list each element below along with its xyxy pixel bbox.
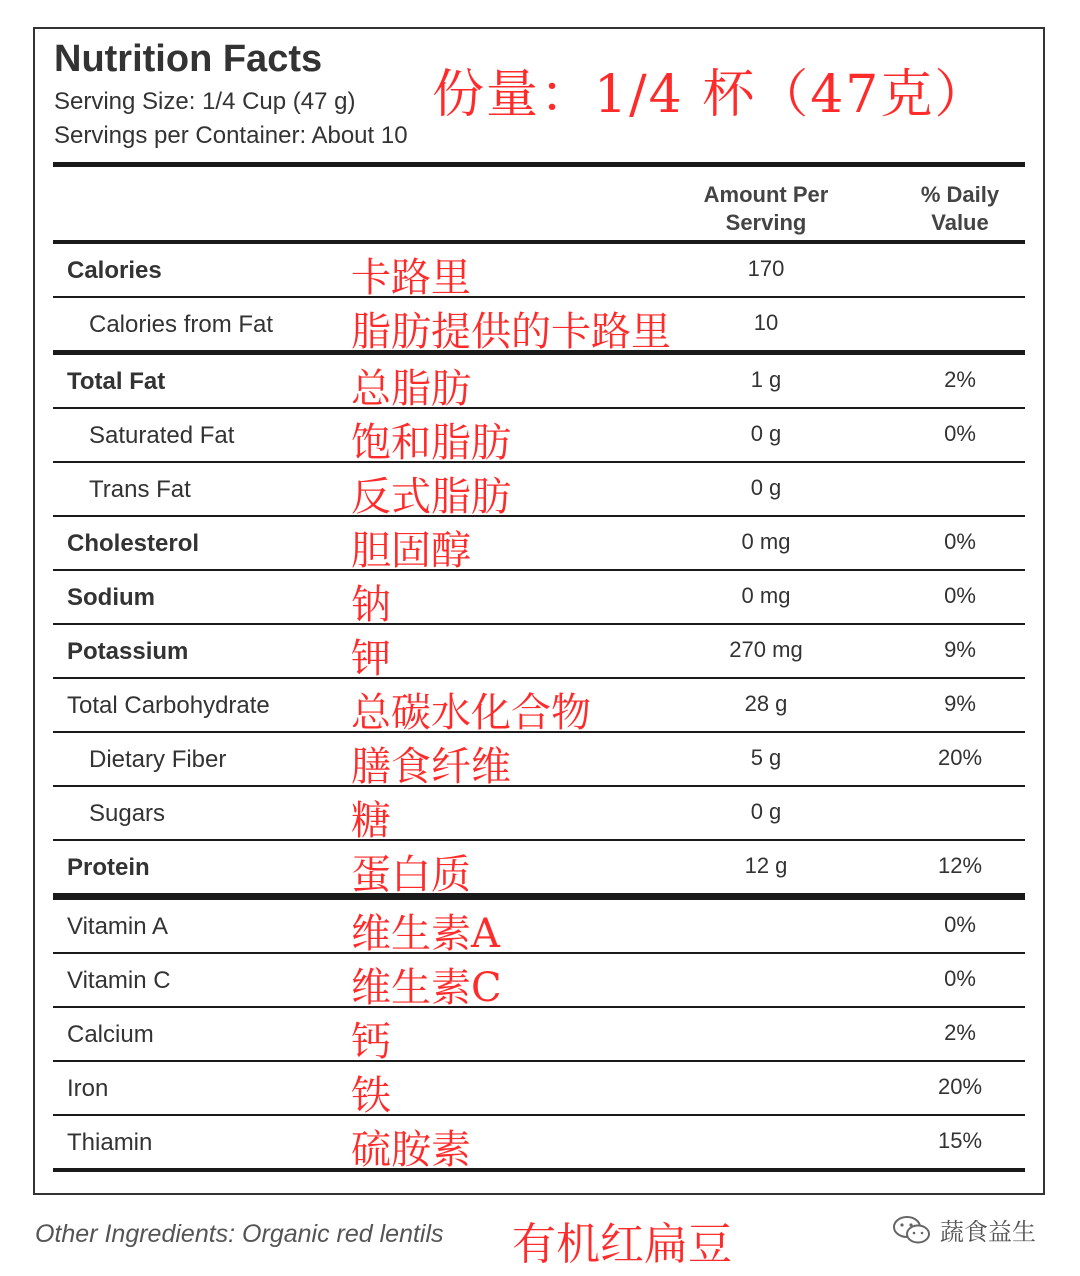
- nutrient-daily-value: 12%: [937, 853, 983, 878]
- nutrient-amount: 10: [753, 310, 779, 335]
- nutrient-row-dietary-fiber: [53, 733, 1025, 790]
- vitamin-row-iron: [53, 1062, 1025, 1119]
- nutrient-row-calories: [53, 244, 1025, 301]
- nutrient-row-protein: [53, 841, 1025, 898]
- column-header-row: [53, 167, 1025, 240]
- nutrient-name: Cholesterol: [67, 530, 200, 557]
- nutrient-translation: 总脂肪: [351, 366, 471, 412]
- nutrient-name: Protein: [67, 854, 150, 881]
- nutrient-name: Sodium: [67, 584, 155, 611]
- label-title: Nutrition Facts: [54, 38, 323, 80]
- nutrient-amount: 270 mg: [729, 637, 803, 662]
- vitamin-row-vitamin-c: [53, 954, 1025, 1011]
- nutrient-translation: 维生素A: [351, 911, 500, 957]
- nutrient-name: Calories: [67, 257, 162, 284]
- nutrient-translation: 卡路里: [351, 255, 471, 301]
- nutrient-translation: 钙: [351, 1019, 391, 1065]
- nutrient-amount: 0 mg: [741, 529, 791, 554]
- nutrient-daily-value: 20%: [937, 1074, 983, 1099]
- other-ingredients: Other Ingredients: Organic red lentils: [35, 1220, 444, 1248]
- nutrient-translation: 反式脂肪: [351, 474, 511, 520]
- ingredients-translation: 有机红扁豆: [512, 1219, 732, 1270]
- nutrient-daily-value: 2%: [944, 1020, 976, 1045]
- nutrient-row-total-carbohydrate: [53, 679, 1025, 736]
- nutrient-name: Potassium: [67, 638, 189, 665]
- vitamin-row-calcium: [53, 1008, 1025, 1065]
- vitamin-row-vitamin-a: [53, 900, 1025, 957]
- nutrient-daily-value: 9%: [944, 637, 976, 662]
- amount-header-line1: Amount Per: [703, 182, 829, 207]
- nutrient-daily-value: 0%: [944, 421, 976, 446]
- daily-value-column-header: [891, 181, 1029, 237]
- nutrient-row-trans-fat: [53, 463, 1025, 520]
- dv-header-line1: % Daily: [920, 182, 1000, 207]
- nutrient-amount: 28 g: [744, 691, 788, 716]
- nutrient-amount: 170: [747, 256, 785, 281]
- nutrient-translation: 胆固醇: [351, 528, 471, 574]
- nutrient-daily-value: 2%: [944, 367, 976, 392]
- nutrient-name: Saturated Fat: [89, 422, 235, 449]
- vitamin-row-thiamin: [53, 1116, 1025, 1173]
- nutrient-daily-value: 20%: [937, 745, 983, 770]
- watermark: [892, 1212, 1036, 1247]
- wechat-icon: [892, 1215, 932, 1245]
- nutrient-name: Total Fat: [67, 368, 166, 395]
- nutrient-name: Calories from Fat: [89, 311, 274, 338]
- nutrient-translation: 膳食纤维: [351, 744, 511, 790]
- rule-divider: [53, 1168, 1025, 1172]
- dv-header-line2: Value: [931, 210, 989, 235]
- serving-size: Serving Size: 1/4 Cup (47 g): [54, 88, 356, 115]
- nutrient-row-saturated-fat: [53, 409, 1025, 466]
- nutrient-translation: 脂肪提供的卡路里: [351, 309, 671, 355]
- watermark-text: 蔬食益生: [940, 1219, 1036, 1246]
- nutrient-daily-value: 0%: [944, 966, 976, 991]
- amount-column-header: [681, 181, 851, 237]
- nutrient-name: Total Carbohydrate: [67, 692, 270, 719]
- nutrient-translation: 钠: [351, 582, 391, 628]
- nutrient-amount: 12 g: [744, 853, 788, 878]
- nutrient-translation: 总碳水化合物: [351, 690, 591, 736]
- nutrient-name: Calcium: [67, 1021, 154, 1048]
- nutrient-name: Vitamin A: [67, 913, 168, 940]
- nutrient-row-calories-from-fat: [53, 298, 1025, 355]
- nutrient-name: Vitamin C: [67, 967, 171, 994]
- nutrient-translation: 蛋白质: [351, 852, 471, 898]
- nutrient-name: Trans Fat: [89, 476, 191, 503]
- nutrient-amount: 5 g: [750, 745, 782, 770]
- rule-divider: [53, 893, 1025, 900]
- nutrient-name: Thiamin: [67, 1129, 153, 1156]
- nutrient-name: Iron: [67, 1075, 109, 1102]
- nutrient-name: Sugars: [89, 800, 166, 827]
- nutrient-row-cholesterol: [53, 517, 1025, 574]
- nutrient-daily-value: 15%: [937, 1128, 983, 1153]
- nutrient-row-sodium: [53, 571, 1025, 628]
- servings-per-container: Servings per Container: About 10: [54, 122, 408, 149]
- amount-header-line2: Serving: [725, 210, 807, 235]
- nutrient-daily-value: 0%: [944, 529, 976, 554]
- nutrient-daily-value: 0%: [944, 583, 976, 608]
- nutrient-amount: 0 g: [750, 421, 782, 446]
- nutrient-daily-value: 9%: [944, 691, 976, 716]
- nutrient-amount: 0 g: [750, 475, 782, 500]
- nutrient-translation: 钾: [351, 636, 391, 682]
- nutrient-amount: 1 g: [750, 367, 782, 392]
- nutrient-daily-value: 0%: [944, 912, 976, 937]
- nutrient-row-total-fat: [53, 355, 1025, 412]
- nutrition-table: [53, 162, 1025, 1172]
- serving-size-translation: 份量：1/4 杯（47克）: [432, 65, 989, 125]
- nutrient-translation: 硫胺素: [351, 1127, 471, 1173]
- nutrient-row-sugars: [53, 787, 1025, 844]
- nutrient-translation: 维生素C: [351, 965, 502, 1011]
- nutrient-name: Dietary Fiber: [89, 746, 227, 773]
- nutrient-translation: 饱和脂肪: [351, 420, 511, 466]
- nutrient-amount: 0 mg: [741, 583, 791, 608]
- nutrient-translation: 铁: [351, 1073, 391, 1119]
- nutrient-translation: 糖: [351, 798, 391, 844]
- nutrient-row-potassium: [53, 625, 1025, 682]
- nutrient-amount: 0 g: [750, 799, 782, 824]
